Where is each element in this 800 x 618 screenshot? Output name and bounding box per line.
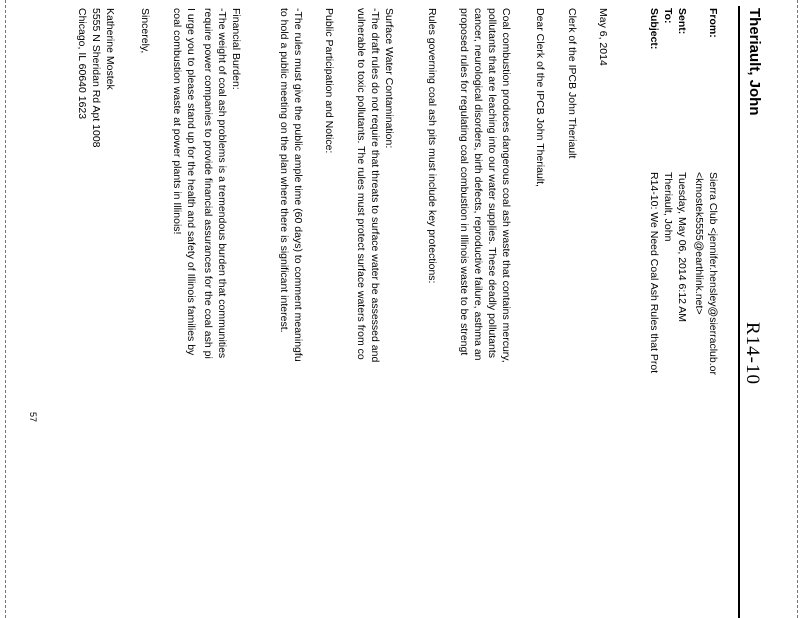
financial-burden-heading: Financial Burden: bbox=[230, 8, 242, 90]
public-participation-line-1: -The rules must give the public ample time (60 days) to comment meaningfu bbox=[292, 8, 304, 362]
scan-edge-bottom bbox=[5, 0, 6, 618]
date-line: May 6, 2014 bbox=[597, 8, 609, 66]
from-value-line2: <kmostek5555@earthlink.net> bbox=[693, 172, 705, 315]
subject-label: Subject: bbox=[648, 8, 660, 50]
public-participation-heading: Public Participation and Notice: bbox=[323, 8, 335, 154]
sender-name-rule bbox=[738, 6, 740, 618]
surface-water-line-2: vulnerable to toxic pollutants. The rules must protect surface waters from co bbox=[355, 8, 367, 360]
intro-line-4: proposed rules for regulating coal combustion in Illinois waste to be strengt bbox=[458, 8, 470, 356]
public-participation-line-2: to hold a public meeting on the plan where there is significant interest. bbox=[278, 8, 290, 333]
from-label: From: bbox=[707, 8, 719, 38]
sent-value: Tuesday, May 06, 2014 6:12 AM bbox=[676, 172, 688, 323]
intro-line-3: cancer, neurological disorders, birth defects, reproductive failure, asthma an bbox=[472, 8, 484, 361]
scan-edge-top bbox=[797, 0, 798, 618]
signature-name: Katherine Mostek bbox=[104, 8, 116, 90]
salutation: Dear Clerk of the IPCB John Theriault, bbox=[534, 8, 546, 187]
signature-city: Chicago, IL 60640 1623 bbox=[76, 8, 88, 120]
from-value-line1: Sierra Club <jennifer.hensley@sierraclub.or bbox=[707, 172, 719, 375]
to-label: To: bbox=[662, 8, 674, 24]
surface-water-heading: Surface Water Contamination: bbox=[383, 8, 395, 149]
subject-value: R14-10: We Need Coal Ash Rules that Prot bbox=[648, 172, 660, 374]
intro-line-2: pollutants that are leaching into our water supplies. These deadly pollutants bbox=[486, 8, 498, 359]
financial-burden-line-2: require power companies to provide financial assurances for the coal ash pi bbox=[202, 8, 214, 359]
intro-line-1: Coal combustion produces dangerous coal ash waste that contains mercury, bbox=[500, 8, 512, 363]
surface-water-line-1: -The draft rules do not require that threats to surface water be assessed and bbox=[369, 8, 381, 363]
closing-line-2: coal combustion waste at power plants in Illinois! bbox=[171, 8, 183, 235]
to-value: Theriault, John bbox=[662, 172, 674, 242]
key-protections-line: Rules governing coal ash pits must include key protections: bbox=[426, 8, 438, 284]
page-number: 57 bbox=[28, 412, 38, 423]
signature-address: 5555 N Sheridan Rd Apt 1008 bbox=[90, 8, 102, 148]
document-number: R14-10 bbox=[742, 322, 763, 385]
financial-burden-line-1: -The weight of coal ash problems is a tremendous burden that communities bbox=[216, 8, 228, 359]
recipient-line: Clerk of the IPCB John Theriault bbox=[566, 8, 578, 159]
sign-off: Sincerely, bbox=[139, 8, 151, 54]
sender-name: Theriault, John bbox=[746, 8, 763, 116]
sent-label: Sent: bbox=[676, 8, 688, 35]
closing-line-1: I urge you to please stand up for the health and safety of Illinois families by bbox=[185, 8, 197, 356]
